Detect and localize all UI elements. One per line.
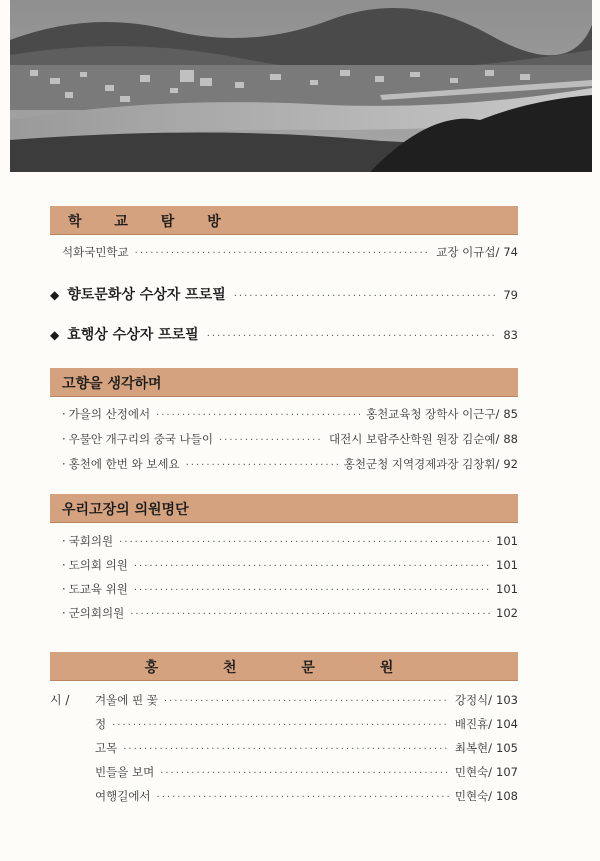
- dot-leader: [219, 435, 323, 446]
- toc-entry[interactable]: [62, 431, 518, 447]
- entry-page: 108: [496, 789, 518, 803]
- entry-title: 고목: [95, 741, 118, 755]
- town-photo: [10, 0, 592, 172]
- bullet: ·: [62, 558, 66, 572]
- bullet: ·: [62, 407, 66, 421]
- entry-title: 도의회 의원: [68, 558, 128, 572]
- entry-page: 107: [496, 765, 518, 779]
- bullet: ·: [62, 534, 66, 548]
- bullet: ·: [62, 582, 66, 596]
- entry-page: 83: [503, 328, 518, 342]
- toc-entry[interactable]: [62, 244, 518, 260]
- entry-page: 105: [496, 741, 518, 755]
- toc-entry[interactable]: [62, 456, 518, 472]
- dot-leader: [164, 696, 449, 707]
- toc-entry-special[interactable]: [50, 284, 518, 304]
- dot-leader: [134, 561, 490, 572]
- toc-entry[interactable]: [95, 788, 518, 804]
- toc-entry[interactable]: [95, 764, 518, 780]
- diamond-icon: ◆: [50, 288, 60, 302]
- entry-author: 최복현/: [454, 741, 493, 755]
- entry-title: 효행상 수상자 프로필: [67, 327, 199, 343]
- section-header-school: [50, 206, 518, 235]
- entry-page: 85: [503, 407, 518, 421]
- dot-leader: [157, 792, 449, 803]
- entry-title: 우물안 개구리의 중국 나들이: [68, 432, 213, 446]
- entry-page: 101: [496, 534, 518, 548]
- toc-entry[interactable]: [95, 716, 518, 732]
- toc-entry-special[interactable]: [50, 324, 518, 344]
- entry-page: 103: [496, 693, 518, 707]
- section-title: 홍 천 문 원: [144, 660, 424, 676]
- entry-author: 강정식/: [454, 693, 493, 707]
- dot-leader: [160, 768, 449, 779]
- entry-page: 79: [503, 288, 518, 302]
- entry-author: 교장 이규섭/: [436, 245, 500, 259]
- section-title: 학 교 탐 방: [68, 214, 235, 230]
- entry-title: 가을의 산정에서: [68, 407, 151, 421]
- toc-entry[interactable]: [62, 533, 518, 549]
- entry-page: 102: [496, 606, 518, 620]
- toc-entry[interactable]: [62, 406, 518, 422]
- section-header-hometown: [50, 368, 518, 397]
- bullet: ·: [62, 457, 66, 471]
- section-header-literature: [50, 652, 518, 681]
- entry-title: 정: [95, 717, 107, 731]
- section-title: 우리고장의 의원명단: [62, 502, 189, 518]
- bullet: ·: [62, 606, 66, 620]
- dot-leader: [134, 585, 490, 596]
- entry-page: 74: [503, 245, 518, 259]
- entry-author: 홍천교육청 장학사 이근구/: [365, 407, 500, 421]
- entry-title: 도교육 위원: [68, 582, 128, 596]
- poem-label: 시 /: [50, 693, 70, 707]
- entry-page: 101: [496, 558, 518, 572]
- diamond-icon: ◆: [50, 328, 60, 342]
- toc-entry[interactable]: [95, 692, 518, 708]
- toc-entry[interactable]: [62, 581, 518, 597]
- section-title: 고향을 생각하며: [62, 376, 162, 392]
- dot-leader: [112, 720, 449, 731]
- entry-title: 향토문화상 수상자 프로필: [67, 287, 226, 303]
- entry-author: 홍천군청 지역경제과장 김창휘/: [343, 457, 500, 471]
- dot-leader: [130, 609, 490, 620]
- toc-entry[interactable]: [62, 605, 518, 621]
- entry-page: 88: [503, 432, 518, 446]
- entry-title: 석화국민학교: [62, 245, 129, 259]
- entry-page: 92: [503, 457, 518, 471]
- entry-author: 민현숙/: [454, 765, 493, 779]
- entry-page: 101: [496, 582, 518, 596]
- toc-entry[interactable]: [95, 740, 518, 756]
- entry-title: 홍천에 한번 와 보세요: [68, 457, 180, 471]
- toc-entry[interactable]: [62, 557, 518, 573]
- entry-title: 겨울에 핀 꽃: [95, 693, 158, 707]
- entry-title: 군의회의원: [68, 606, 125, 620]
- dot-leader: [186, 460, 338, 471]
- dot-leader: [123, 744, 449, 755]
- dot-leader: [135, 248, 431, 259]
- section-header-council: [50, 494, 518, 523]
- entry-title: 빈들을 보며: [95, 765, 155, 779]
- entry-author: 민현숙/: [454, 789, 493, 803]
- dot-leader: [207, 331, 496, 342]
- dot-leader: [234, 291, 496, 302]
- bullet: ·: [62, 432, 66, 446]
- entry-page: 104: [496, 717, 518, 731]
- entry-title: 여행길에서: [95, 789, 151, 803]
- entry-author: 대전시 보람주산학원 원장 김순예/: [328, 432, 500, 446]
- dot-leader: [119, 537, 490, 548]
- entry-author: 배진휴/: [454, 717, 493, 731]
- dot-leader: [156, 410, 360, 421]
- entry-title: 국회의원: [68, 534, 114, 548]
